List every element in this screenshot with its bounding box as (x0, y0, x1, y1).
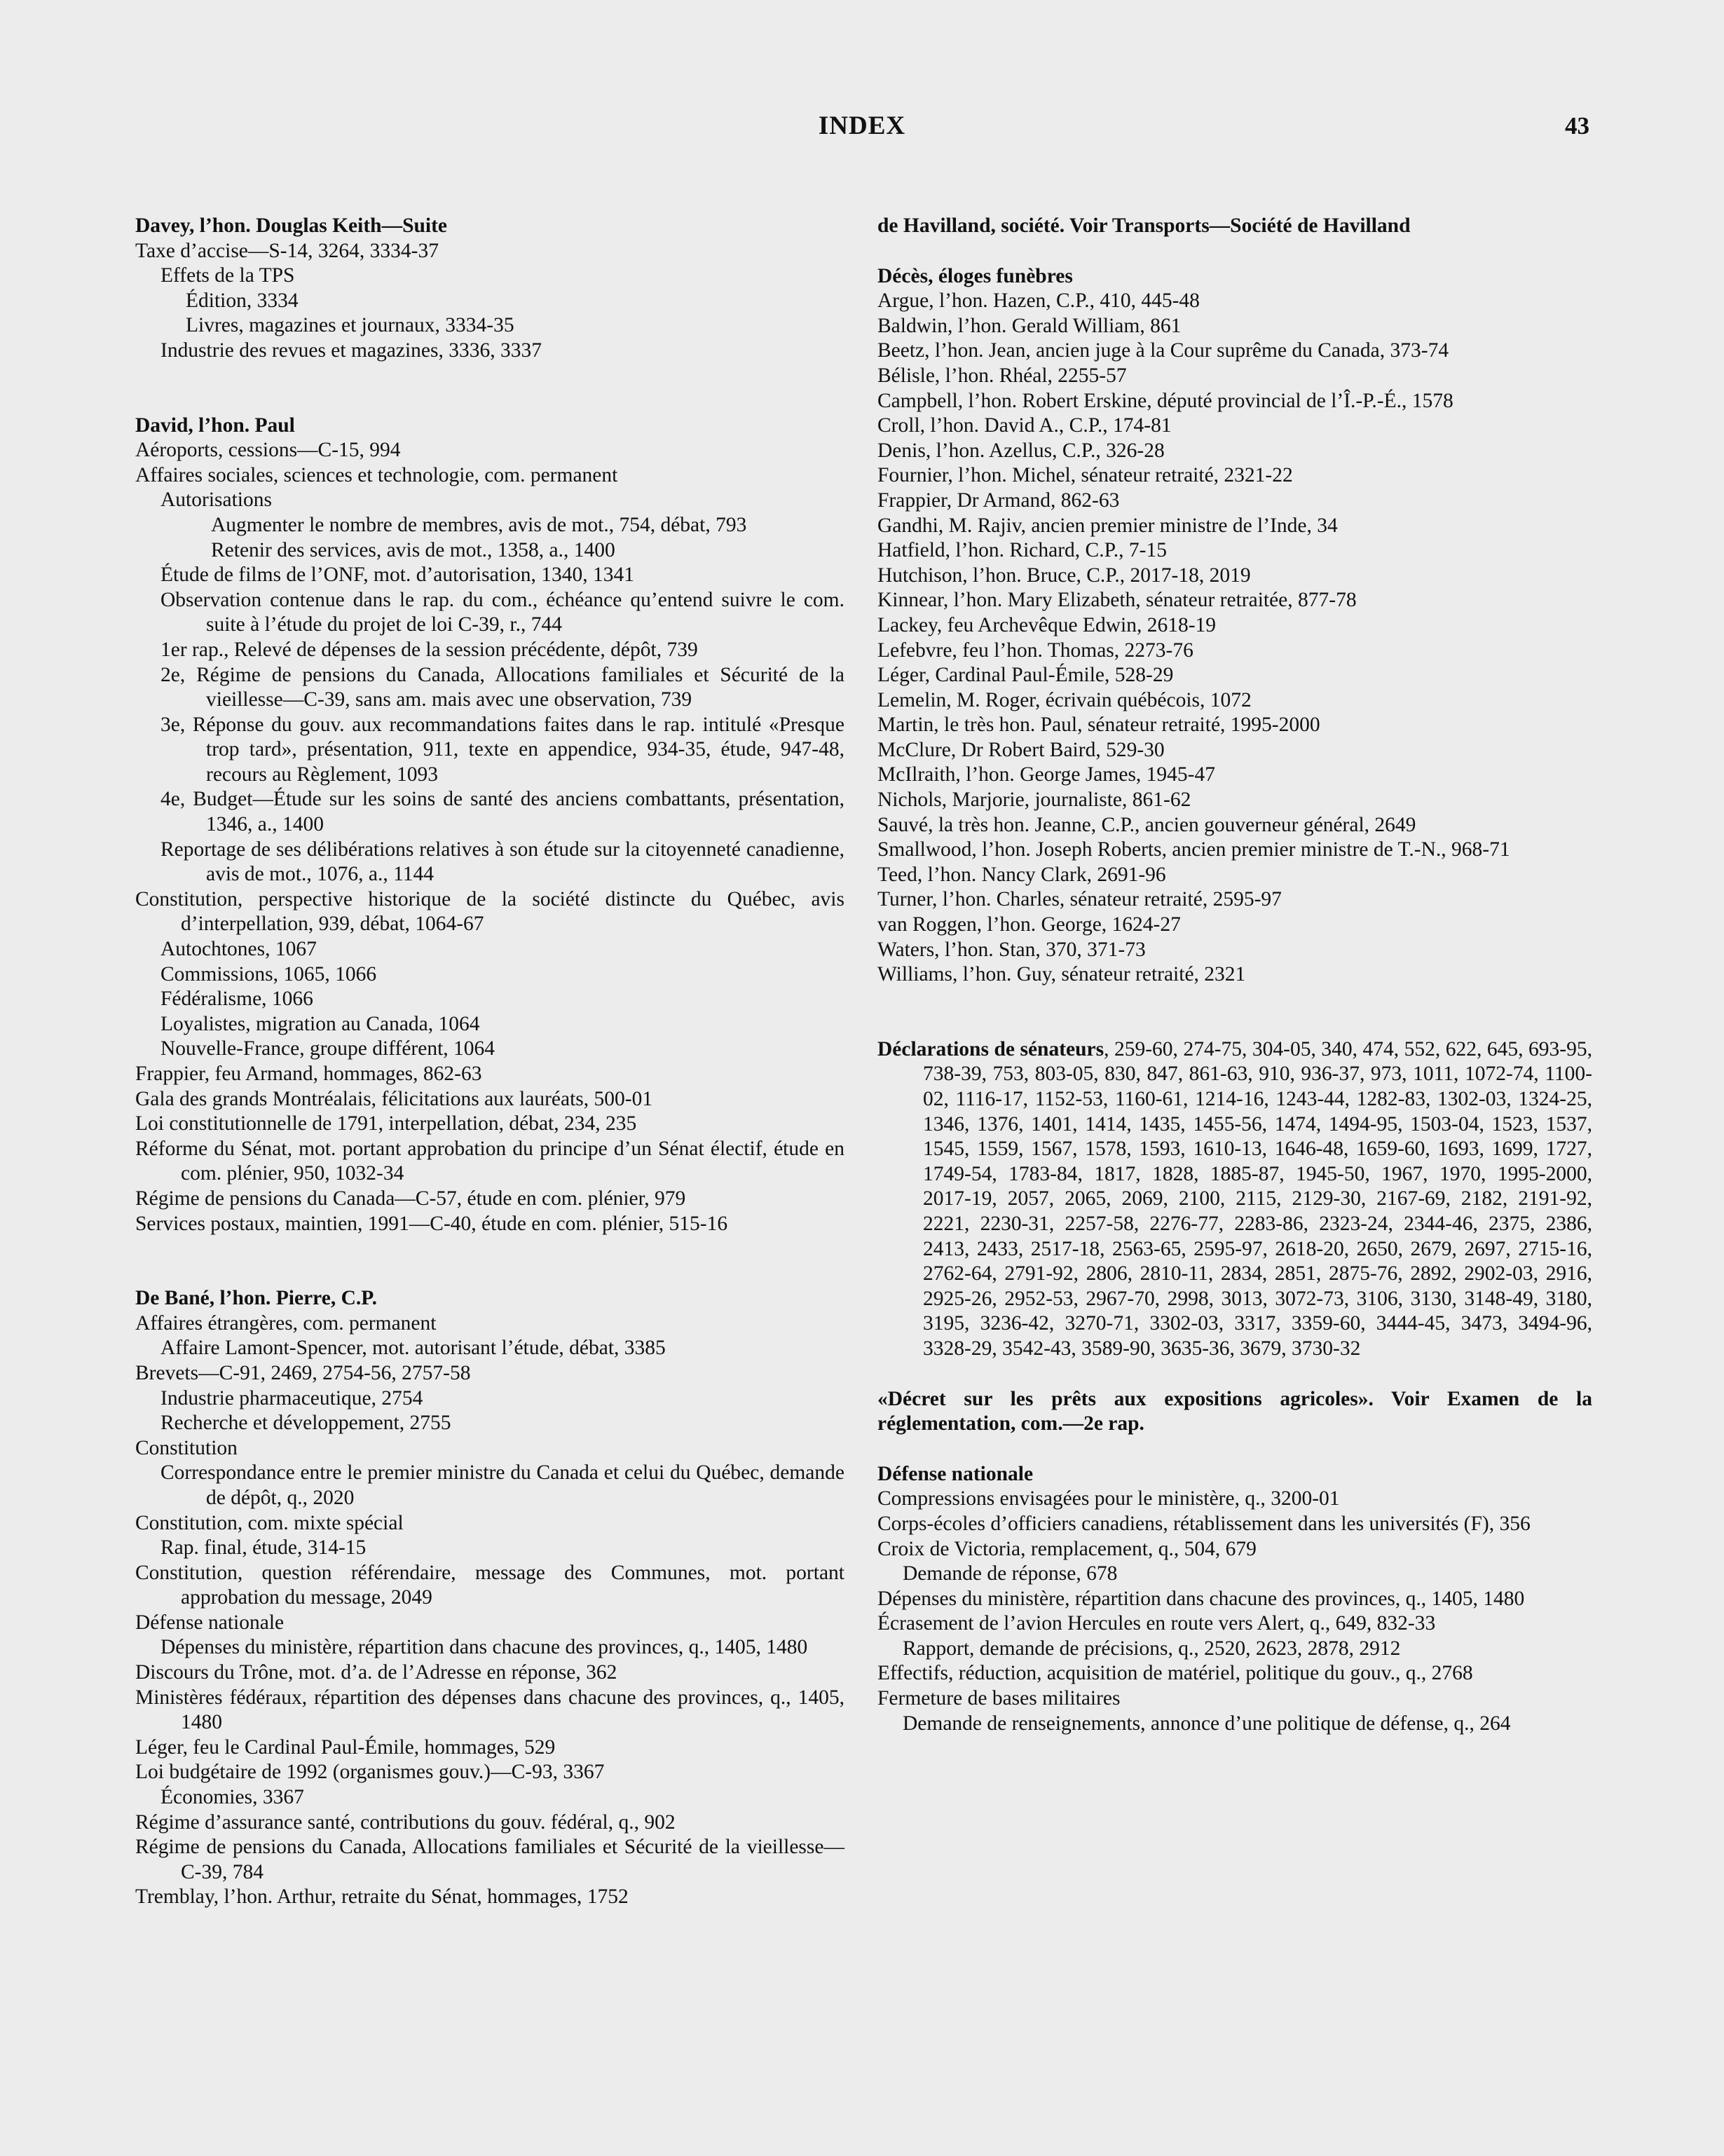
index-entry: Teed, l’hon. Nancy Clark, 2691-96 (877, 863, 1166, 886)
index-entry: Industrie pharmaceutique, 2754 (160, 1386, 423, 1410)
index-entry: Services postaux, maintien, 1991—C-40, étude en com. plénier, 515-16 (135, 1212, 728, 1235)
index-entry: Croix de Victoria, remplacement, q., 504, 679 (877, 1537, 1257, 1560)
index-entry: Nichols, Marjorie, journaliste, 861-62 (877, 789, 1191, 812)
index-entry: Compressions envisagées pour le ministère, q., 3200-01 (877, 1487, 1340, 1510)
index-entry: Effectifs, réduction, acquisition de matériel, politique du gouv., q., 2768 (877, 1662, 1473, 1685)
page-title: INDEX (818, 111, 906, 140)
index-entry: Régime d’assurance santé, contributions du gouv. fédéral, q., 902 (135, 1810, 676, 1834)
index-entry: Régime de pensions du Canada—C-57, étude en com. plénier, 979 (135, 1187, 686, 1210)
index-heading: Décès, éloges funèbres (877, 264, 1073, 287)
index-entry: Régime de pensions du Canada, Allocations familiales et Sécurité de la vieillesse—C-39, 784 (135, 1836, 844, 1883)
index-entry: Autochtones, 1067 (160, 938, 317, 961)
index-heading: Davey, l’hon. Douglas Keith—Suite (135, 214, 448, 237)
index-entry: Nouvelle-France, groupe différent, 1064 (160, 1037, 495, 1060)
index-entry: McIlraith, l’hon. George James, 1945-47 (877, 763, 1215, 786)
index-entry: Demande de renseignements, annonce d’une politique de défense, q., 264 (903, 1712, 1511, 1735)
index-entry: Dépenses du ministère, répartition dans chacune des provinces, q., 1405, 1480 (160, 1636, 808, 1659)
index-entry: Tremblay, l’hon. Arthur, retraite du Sénat, hommages, 1752 (135, 1885, 629, 1909)
index-entry: Lackey, feu Archevêque Edwin, 2618-19 (877, 613, 1217, 636)
index-entry: Argue, l’hon. Hazen, C.P., 410, 445-48 (877, 289, 1200, 313)
index-entry: Réforme du Sénat, mot. portant approbation du principe d’un Sénat électif, étude en com. plénier, 950, 1032-34 (135, 1137, 844, 1185)
index-entry: Augmenter le nombre de membres, avis de mot., 754, débat, 793 (211, 513, 747, 536)
spacer (135, 364, 844, 414)
index-entry: Aéroports, cessions—C-15, 994 (135, 439, 401, 462)
index-entry: Campbell, l’hon. Robert Erskine, député provincial de l’Î.-P.-É., 1578 (877, 389, 1453, 412)
index-entry: Dépenses du ministère, répartition dans chacune des provinces, q., 1405, 1480 (877, 1587, 1525, 1610)
index-entry: Taxe d’accise—S-14, 3264, 3334-37 (135, 239, 439, 262)
index-entry: Brevets—C-91, 2469, 2754-56, 2757-58 (135, 1361, 471, 1384)
index-entry: Frappier, Dr Armand, 862-63 (877, 489, 1120, 512)
index-entry: Observation contenue dans le rap. du com., échéance qu’entend suivre le com. suite à l’étude du projet de loi C-39, r., 744 (160, 588, 844, 636)
index-entry: Livres, magazines et journaux, 3334-35 (186, 314, 514, 337)
index-entry: Denis, l’hon. Azellus, C.P., 326-28 (877, 439, 1165, 462)
index-entry: Édition, 3334 (186, 289, 299, 312)
index-entry: Affaires sociales, sciences et technologie, com. permanent (135, 463, 618, 486)
index-entry: Retenir des services, avis de mot., 1358, a., 1400 (211, 538, 615, 561)
index-entry: Recherche et développement, 2755 (160, 1412, 451, 1435)
index-entry: Discours du Trône, mot. d’a. de l’Adresse en réponse, 362 (135, 1661, 617, 1684)
spacer (877, 1437, 1592, 1462)
index-entry: van Roggen, l’hon. George, 1624-27 (877, 913, 1181, 936)
index-entry: Beetz, l’hon. Jean, ancien juge à la Cour suprême du Canada, 373-74 (877, 339, 1449, 362)
index-entry: Ministères fédéraux, répartition des dépenses dans chacune des provinces, q., 1405, 1480 (135, 1686, 844, 1734)
index-entry: Loi budgétaire de 1992 (organismes gouv.)—C-93, 3367 (135, 1761, 605, 1784)
index-entry: Martin, le très hon. Paul, sénateur retraité, 1995-2000 (877, 714, 1320, 737)
index-entry: Affaires étrangères, com. permanent (135, 1311, 437, 1335)
index-entry: 1er rap., Relevé de dépenses de la session précédente, dépôt, 739 (160, 638, 698, 661)
index-entry: Constitution, question référendaire, message des Communes, mot. portant approbation du message, 2049 (135, 1561, 844, 1609)
cross-reference: de Havilland, société. Voir Transports—Société de Havilland (877, 214, 1411, 237)
index-entry: Hutchison, l’hon. Bruce, C.P., 2017-18, 2019 (877, 564, 1251, 587)
index-entry: Commissions, 1065, 1066 (160, 962, 377, 985)
index-entry: Léger, feu le Cardinal Paul-Émile, hommages, 529 (135, 1735, 556, 1759)
index-entry: Sauvé, la très hon. Jeanne, C.P., ancien gouverneur général, 2649 (877, 813, 1416, 836)
index-entry: Écrasement de l’avion Hercules en route vers Alert, q., 649, 832-33 (877, 1612, 1436, 1635)
index-entry: Étude de films de l’ONF, mot. d’autorisation, 1340, 1341 (160, 564, 635, 587)
index-entry: Hatfield, l’hon. Richard, C.P., 7-15 (877, 539, 1167, 562)
right-column (877, 214, 1592, 1736)
index-entry: Turner, l’hon. Charles, sénateur retraité, 2595-97 (877, 888, 1282, 911)
index-entry: Gala des grands Montréalais, félicitations aux lauréats, 500-01 (135, 1087, 653, 1110)
index-entry: Baldwin, l’hon. Gerald William, 861 (877, 314, 1182, 337)
index-entry: Constitution, com. mixte spécial (135, 1511, 404, 1534)
index-entry: Lefebvre, feu l’hon. Thomas, 2273-76 (877, 639, 1193, 662)
index-entry: Rapport, demande de précisions, q., 2520, 2623, 2878, 2912 (903, 1637, 1401, 1660)
index-entry: Loi constitutionnelle de 1791, interpellation, débat, 234, 235 (135, 1112, 637, 1135)
page-references: , 259-60, 274-75, 304-05, 340, 474, 552, 622, 645, 693-95, 738-39, 753, 803-05, 830, 847, 861-63, 910, 936-37, 973, 1011, 1072-74, 1100-02, 1116-17, 1152-53, 1160-61, 1214-16, 1243-44, 1282-83, 1302-03, 1324-25, 1346, 1376, 1401, 1414, 1435, 1455-56, 1474, 1494-95, 1503-04, 1523, 1537, 1545, 1559, 1567, 1578, 1593, 1610-13, 1646-48, 1659-60, 1693, 1699, 1727, 1749-54, 1783-84, 1817, 1828, 1885-87, 1945-50, 1967, 1970, 1995-2000, 2017-19, 2057, 2065, 2069, 2100, 2115, 2129-30, 2167-69, 2182, 2191-92, 2221, 2230-31, 2257-58, 2276-77, 2283-86, 2323-24, 2344-46, 2375, 2386, 2413, 2433, 2517-18, 2563-65, 2595-97, 2618-20, 2650, 2679, 2697, 2715-16, 2762-64, 2791-92, 2806, 2810-11, 2834, 2851, 2875-76, 2892, 2902-03, 2916, 2925-26, 2952-53, 2967-70, 2998, 3013, 3072-73, 3106, 3130, 3148-49, 3180, 3195, 3236-42, 3270-71, 3302-03, 3317, 3359-60, 3444-45, 3473, 3494-96, 3328-29, 3542-43, 3589-90, 3635-36, 3679, 3730-32 (923, 1037, 1592, 1360)
cross-reference: «Décret sur les prêts aux expositions agricoles». Voir Examen de la réglementation, com.—2e rap. (877, 1387, 1592, 1435)
page-number: 43 (1565, 112, 1589, 139)
index-entry: Constitution, perspective historique de la société distincte du Québec, avis d’interpellation, 939, débat, 1064-67 (135, 887, 844, 936)
index-entry: Croll, l’hon. David A., C.P., 174-81 (877, 414, 1172, 437)
index-entry: Effets de la TPS (160, 264, 295, 287)
index-heading: Défense nationale (877, 1462, 1034, 1485)
index-entry: Autorisations (160, 489, 272, 512)
index-heading: De Bané, l’hon. Pierre, C.P. (135, 1287, 377, 1310)
index-entry: Loyalistes, migration au Canada, 1064 (160, 1012, 480, 1035)
index-entry: Demande de réponse, 678 (903, 1562, 1118, 1585)
index-entry: Reportage de ses délibérations relatives à son étude sur la citoyenneté canadienne, avis de mot., 1076, a., 1144 (160, 838, 844, 886)
index-entry: 3e, Réponse du gouv. aux recommandations faites dans le rap. intitulé «Presque trop tard», présentation, 911, texte en appendice, 934-35, étude, 947-48, recours au Règlement, 1093 (160, 713, 844, 786)
index-entry: Fermeture de bases militaires (877, 1687, 1121, 1710)
index-entry: Économies, 3367 (160, 1786, 304, 1809)
index-entry: Rap. final, étude, 314-15 (160, 1536, 367, 1560)
index-entry: Fédéralisme, 1066 (160, 988, 313, 1011)
index-entry: Corps-écoles d’officiers canadiens, rétablissement dans les universités (F), 356 (877, 1512, 1531, 1535)
index-entry: McClure, Dr Robert Baird, 529-30 (877, 738, 1165, 761)
left-column (135, 214, 844, 1910)
index-entry: 2e, Régime de pensions du Canada, Allocations familiales et Sécurité de la vieillesse—C-39, sans am. mais avec une observation, 739 (160, 663, 844, 711)
index-entry: Léger, Cardinal Paul-Émile, 528-29 (877, 664, 1174, 687)
index-entry: Constitution (135, 1436, 238, 1459)
index-entry: Fournier, l’hon. Michel, sénateur retraité, 2321-22 (877, 464, 1293, 487)
spacer (877, 239, 1592, 264)
index-entry: Bélisle, l’hon. Rhéal, 2255-57 (877, 364, 1127, 387)
index-entry: Smallwood, l’hon. Joseph Roberts, ancien premier ministre de T.-N., 968-71 (877, 838, 1510, 861)
index-entry: Défense nationale (135, 1611, 285, 1634)
spacer (877, 988, 1592, 1037)
index-entry: Gandhi, M. Rajiv, ancien premier ministre de l’Inde, 34 (877, 514, 1338, 537)
spacer (135, 1236, 844, 1286)
index-heading-entry (877, 1037, 1592, 1362)
index-entry: 4e, Budget—Étude sur les soins de santé des anciens combattants, présentation, 1346, a., 1400 (160, 788, 844, 836)
index-entry: Waters, l’hon. Stan, 370, 371-73 (877, 938, 1146, 961)
index-entry: Lemelin, M. Roger, écrivain québécois, 1072 (877, 688, 1252, 711)
index-entry: Correspondance entre le premier ministre du Canada et celui du Québec, demande de dépôt, q., 2020 (160, 1461, 844, 1509)
index-heading: Déclarations de sénateurs (877, 1037, 1104, 1060)
index-entry: Kinnear, l’hon. Mary Elizabeth, sénateur retraitée, 877-78 (877, 589, 1357, 612)
index-entry: Williams, l’hon. Guy, sénateur retraité, 2321 (877, 963, 1246, 986)
index-entry: Affaire Lamont-Spencer, mot. autorisant l’étude, débat, 3385 (160, 1337, 666, 1360)
index-entry: Industrie des revues et magazines, 3336, 3337 (160, 339, 542, 362)
index-entry: Frappier, feu Armand, hommages, 862-63 (135, 1063, 482, 1085)
index-heading: David, l’hon. Paul (135, 414, 295, 437)
spacer (877, 1362, 1592, 1387)
